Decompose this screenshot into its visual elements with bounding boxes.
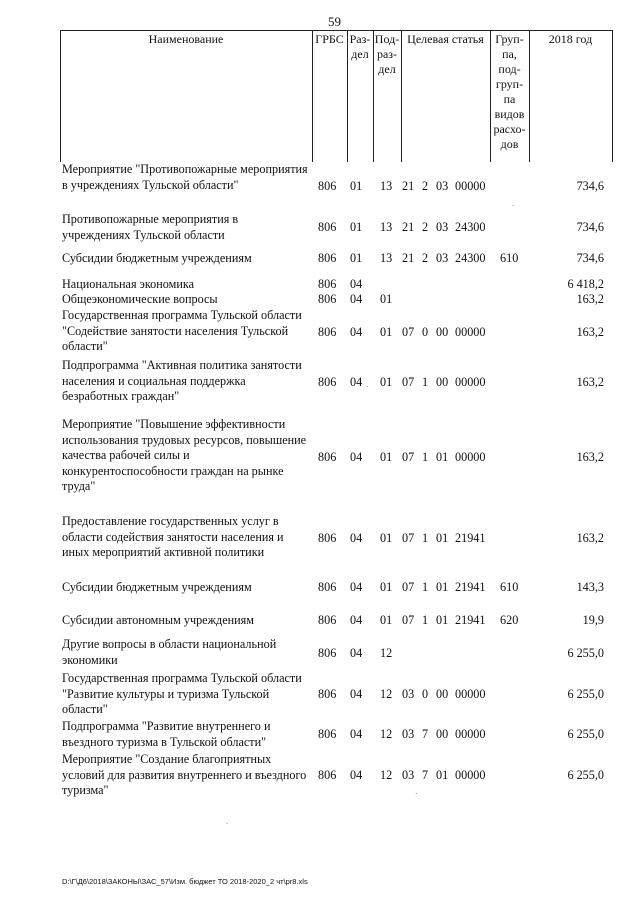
row-name: Общеэкономические вопросы	[62, 292, 218, 306]
row-grbs: 806	[318, 580, 337, 594]
row-grbs: 806	[318, 646, 337, 660]
row-direction: 21941	[455, 580, 486, 594]
scan-speck: ·	[226, 820, 229, 828]
row-name: Мероприятие "Повышение эффективности использования трудовых ресурсов, повышение качества рабочей силы и конкурентоспособности граждан на рынке труда"	[62, 417, 307, 493]
row-program: 07	[402, 375, 415, 389]
row-expense-type: 610	[500, 251, 519, 265]
header-podrazdel: Под- раз- дел	[374, 32, 400, 76]
row-name: Другие вопросы в области национальной экономики	[62, 637, 277, 667]
row-direction: 00000	[455, 325, 486, 339]
row-podrazdel: 01	[380, 531, 393, 545]
col-divider	[401, 30, 402, 162]
row-razdel: 04	[350, 325, 363, 339]
row-program: 21	[402, 179, 415, 193]
row-name: Подпрограмма "Активная политика занятости населения и социальная поддержка безработных граждан"	[62, 358, 302, 403]
row-razdel: 04	[350, 646, 363, 660]
row-podrazdel: 01	[380, 450, 393, 464]
row-podrazdel: 12	[380, 687, 393, 701]
row-podrazdel: 01	[380, 580, 393, 594]
row-razdel: 01	[350, 251, 363, 265]
row-subprogram: 1	[422, 375, 429, 389]
row-program: 21	[402, 251, 415, 265]
row-amount: 734,6	[576, 220, 604, 234]
row-direction: 24300	[455, 251, 486, 265]
row-amount: 163,2	[576, 292, 604, 306]
row-name: Мероприятие "Создание благоприятных условий для развития внутреннего и въездного туризма"	[62, 752, 307, 797]
row-podrazdel: 13	[380, 251, 393, 265]
row-name: Мероприятие "Противопожарные мероприятия в учреждениях Тульской области"	[62, 162, 308, 192]
row-amount: 19,9	[582, 613, 604, 627]
scan-speck: ·	[415, 790, 418, 798]
row-subprogram: 1	[422, 580, 429, 594]
row-subprogram: 1	[422, 531, 429, 545]
row-subprogram: 2	[422, 251, 429, 265]
row-podrazdel: 12	[380, 768, 393, 782]
header-year: 2018 год	[548, 32, 593, 46]
row-razdel: 04	[350, 450, 363, 464]
file-path-footer: D:\Г\Д6\2018\ЗАКОНЫ\ЗАС_57\Изм. бюджет ТО 2018-2020_2 чт\pr8.xls	[62, 877, 308, 886]
row-name: Национальная экономика	[62, 277, 195, 291]
row-amount: 163,2	[576, 531, 604, 545]
row-direction: 00000	[455, 727, 486, 741]
row-razdel: 04	[350, 613, 363, 627]
row-program: 21	[402, 220, 415, 234]
row-expense-type: 610	[500, 580, 519, 594]
row-amount: 6 418,2	[567, 277, 604, 291]
col-divider	[60, 30, 61, 162]
row-subprogram: 2	[422, 179, 429, 193]
row-podrazdel: 01	[380, 375, 393, 389]
row-direction: 00000	[455, 687, 486, 701]
scan-speck: ·	[512, 202, 515, 210]
row-direction: 00000	[455, 375, 486, 389]
row-subprogram: 0	[422, 325, 429, 339]
row-podrazdel: 13	[380, 179, 393, 193]
row-name: Государственная программа Тульской области "Развитие культуры и туризма Тульской области"	[62, 671, 302, 716]
row-name: Государственная программа Тульской области "Содействие занятости населения Тульской области"	[62, 308, 302, 353]
row-subprogram: 7	[422, 768, 429, 782]
row-grbs: 806	[318, 325, 337, 339]
row-amount: 163,2	[576, 325, 604, 339]
row-podrazdel: 01	[380, 325, 393, 339]
row-razdel: 04	[350, 768, 363, 782]
row-amount: 163,2	[576, 375, 604, 389]
row-grbs: 806	[318, 727, 337, 741]
row-direction: 00000	[455, 768, 486, 782]
row-podrazdel: 12	[380, 646, 393, 660]
row-amount: 6 255,0	[567, 687, 604, 701]
row-grbs: 806	[318, 292, 337, 306]
row-podrazdel: 01	[380, 292, 393, 306]
row-program: 07	[402, 531, 415, 545]
row-razdel: 04	[350, 531, 363, 545]
row-name: Противопожарные мероприятия в учреждениях Тульской области	[62, 212, 239, 242]
row-amount: 143,3	[576, 580, 604, 594]
row-subprogram: 1	[422, 613, 429, 627]
row-grbs: 806	[318, 531, 337, 545]
row-direction: 21941	[455, 531, 486, 545]
row-main-event: 03	[436, 251, 449, 265]
row-main-event: 03	[436, 220, 449, 234]
header-group: Груп- па, под- груп- па видов расхо- дов	[493, 32, 526, 151]
row-grbs: 806	[318, 768, 337, 782]
row-razdel: 04	[350, 292, 363, 306]
col-divider	[529, 30, 530, 162]
row-expense-type: 620	[500, 613, 519, 627]
row-subprogram: 1	[422, 450, 429, 464]
row-podrazdel: 12	[380, 727, 393, 741]
row-direction: 00000	[455, 179, 486, 193]
row-subprogram: 7	[422, 727, 429, 741]
row-grbs: 806	[318, 179, 337, 193]
row-program: 03	[402, 768, 415, 782]
row-name: Субсидии бюджетным учреждениям	[62, 251, 252, 265]
row-main-event: 01	[436, 768, 449, 782]
row-amount: 6 255,0	[567, 646, 604, 660]
row-grbs: 806	[318, 375, 337, 389]
row-subprogram: 2	[422, 220, 429, 234]
col-divider	[312, 30, 313, 162]
row-razdel: 04	[350, 580, 363, 594]
row-main-event: 01	[436, 613, 449, 627]
row-main-event: 03	[436, 179, 449, 193]
row-name: Предоставление государственных услуг в области содействия занятости населения и иных мероприятий активной политики	[62, 514, 284, 559]
row-podrazdel: 13	[380, 220, 393, 234]
row-amount: 734,6	[576, 251, 604, 265]
row-name: Подпрограмма "Развитие внутреннего и въездного туризма в Тульской области"	[62, 719, 271, 749]
header-target: Целевая статья	[407, 32, 484, 46]
row-subprogram: 0	[422, 687, 429, 701]
row-razdel: 04	[350, 687, 363, 701]
page-number: 59	[328, 14, 341, 29]
scan-speck: ·	[366, 383, 369, 391]
row-amount: 163,2	[576, 450, 604, 464]
row-program: 07	[402, 613, 415, 627]
row-grbs: 806	[318, 220, 337, 234]
row-main-event: 00	[436, 687, 449, 701]
header-grbs: ГРБС	[315, 32, 344, 46]
row-grbs: 806	[318, 687, 337, 701]
row-podrazdel: 01	[380, 613, 393, 627]
row-main-event: 01	[436, 580, 449, 594]
row-main-event: 00	[436, 325, 449, 339]
row-main-event: 00	[436, 727, 449, 741]
row-name: Субсидии бюджетным учреждениям	[62, 580, 252, 594]
col-divider	[612, 30, 613, 162]
row-direction: 21941	[455, 613, 486, 627]
row-grbs: 806	[318, 450, 337, 464]
row-program: 03	[402, 727, 415, 741]
row-program: 07	[402, 450, 415, 464]
row-main-event: 00	[436, 375, 449, 389]
header-name: Наименование	[148, 32, 224, 46]
row-amount: 6 255,0	[567, 727, 604, 741]
row-direction: 24300	[455, 220, 486, 234]
row-razdel: 04	[350, 727, 363, 741]
row-program: 03	[402, 687, 415, 701]
row-grbs: 806	[318, 277, 337, 291]
row-razdel: 01	[350, 220, 363, 234]
row-direction: 00000	[455, 450, 486, 464]
row-grbs: 806	[318, 613, 337, 627]
row-program: 07	[402, 580, 415, 594]
row-main-event: 01	[436, 450, 449, 464]
header-razdel: Раз- дел	[349, 32, 371, 61]
row-name: Субсидии автономным учреждениям	[62, 613, 254, 627]
row-program: 07	[402, 325, 415, 339]
row-razdel: 04	[350, 375, 363, 389]
row-grbs: 806	[318, 251, 337, 265]
row-main-event: 01	[436, 531, 449, 545]
row-amount: 734,6	[576, 179, 604, 193]
row-razdel: 04	[350, 277, 363, 291]
row-razdel: 01	[350, 179, 363, 193]
row-amount: 6 255,0	[567, 768, 604, 782]
